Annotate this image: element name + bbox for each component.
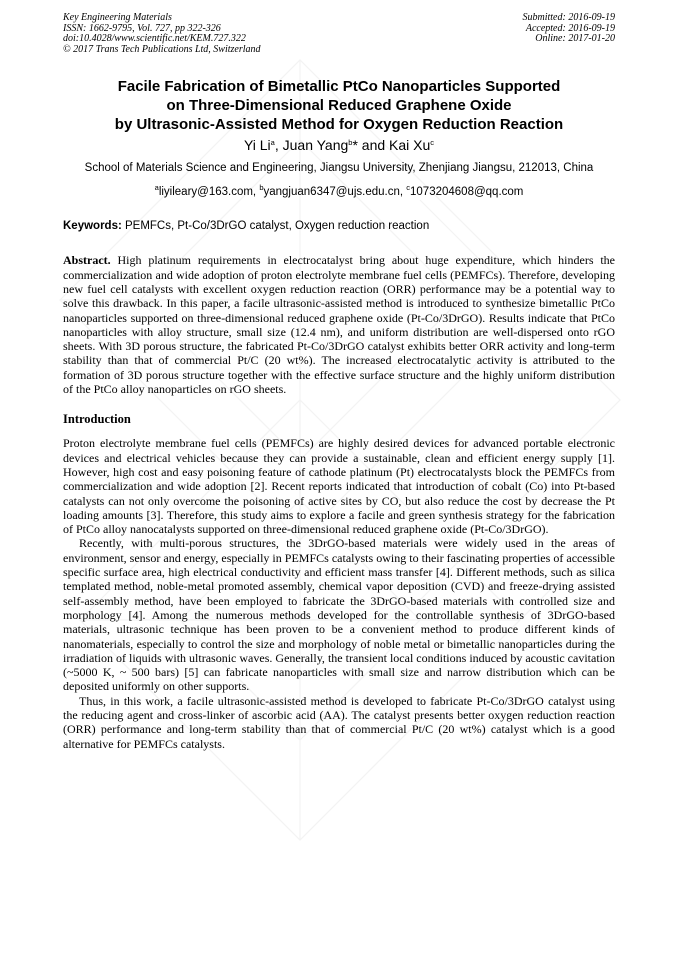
author-name: Kai Xu [389,137,431,154]
paper-title [63,77,615,134]
affiliation-marker: b [348,138,353,148]
author-emails [63,185,615,200]
submitted-date: Submitted: 2016-09-19 [522,12,615,23]
copyright-line: © 2017 Trans Tech Publications Ltd, Switzerland [63,43,261,55]
abstract-label: Abstract. [63,253,111,268]
email-marker: b [259,183,264,193]
email-marker: c [406,183,411,193]
issn-line: ISSN: 1662-9795, Vol. 727, pp 322-326 [63,22,221,34]
online-date: Online: 2017-01-20 [535,33,615,45]
abstract [63,253,615,396]
author-list [63,135,615,155]
title-line-2: on Three-Dimensional Reduced Graphene Oxide [166,97,512,115]
keywords-label: Keywords: [63,220,122,233]
email-address: 1073204608@qq.com [410,186,524,199]
header-metadata [63,13,615,55]
doi-line: doi:10.4028/www.scientific.net/KEM.727.322 [63,33,246,45]
intro-paragraph-2: Recently, with multi-porous structures, the 3DrGO-based materials were widely used in the areas of environment, sensor and energy, especially in PEMFCs catalysts owing to their fascinating properties of accessible specific surface area, high electrical conductivity and efficient mass transfer [4]. Different methods, such as silica templated method, noble-metal promoted assembly, chemical vapor deposition (CVD) and freeze-drying assisted self-assembly method, have been employed to fabricate the 3DrGO-based materials with controlled size and morphology [4]. Among the numerous methods developed for the controllable synthesis of 3DrGO-based materials, ultrasonic technique has been proven to be a convenient method to produce different kinds of nanomaterials, especially to control the size and morphology of noble metal or bimetallic nanoparticles during the irradiation of liquids with ultrasonic waves. Generally, the transient local conditions induced by acoustic cavitation (~5000 K, ~ 500 bars) [5] can fabricate nanoparticles with small size and narrow distribution which can be deposited uniformly on other supports. [63,536,615,694]
keywords [63,219,615,234]
accepted-date: Accepted: 2016-09-19 [525,22,615,34]
title-line-1: Facile Fabrication of Bimetallic PtCo Nanoparticles Supported [117,78,561,96]
journal-name: Key Engineering Materials [63,12,172,23]
author-separator: , [274,137,283,154]
affiliation-marker: c [430,138,435,148]
publication-info [63,13,261,55]
submission-dates [523,13,616,55]
corresponding-mark: * [352,137,358,154]
affiliation: School of Materials Science and Engineering, Jiangsu University, Zhenjiang Jiangsu, 212013, China [84,162,594,175]
author-name: Yi Li [243,137,271,154]
title-line-3: by Ultrasonic-Assisted Method for Oxygen Reduction Reaction [114,116,564,134]
intro-paragraph-1: Proton electrolyte membrane fuel cells (PEMFCs) are highly desired devices for advanced portable electronic devices and electrical vehicles because they can provide a sustainable, clean and efficient energy supply [1]. However, high cost and easy poisoning feature of cathode platinum (Pt) electrocatalysts block the PEMFCs from commercialization and wide adoption [2]. Recent reports indicated that introduction of cobalt (Co) into Pt-based catalysts can not only overcome the poisoning of active sites by CO, but also reduce the cost by decrease the Pt loading amounts [3]. Therefore, this study aims to explore a facile and green synthesis strategy for the fabrication of PtCo alloy nanocatalysts supported on three-dimensional reduced graphene oxide (Pt-Co/3DrGO). [63,436,615,537]
intro-paragraph-3: Thus, in this work, a facile ultrasonic-assisted method is developed to fabricate Pt-Co/3DrGO catalyst using the reducing agent and cross-linker of ascorbic acid (AA). The catalyst presents better oxygen reduction reaction (ORR) performance and long-term stability than that of commercial Pt/C (20 wt%) catalyst which is a good alternative for PEMFCs catalysts. [63,693,615,751]
affiliation-marker: a [270,138,275,148]
author-name: Juan Yang [282,137,349,154]
email-address: yangjuan6347@ujs.edu.cn, [263,186,407,199]
abstract-text: High platinum requirements in electrocatalyst bring about huge expenditure, which hinders the commercialization and wide adoption of proton electrolyte membrane fuel cells (PEMFCs). Therefore, developing new fuel cell catalysts with excellent oxygen reduction reaction (ORR) performance may be a potential way to solve this drawback. In this paper, a facile ultrasonic-assisted method is introduced to synthesize bimetallic PtCo nanoparticles supported on three-dimensional reduced graphene oxide (Pt-Co/3DrGO). Results indicate that PtCo nanoparticles with alloy structure, small size (12.4 nm), and uniform distribution are well-dispersed onto rGO sheets. With 3D porous structure, the fabricated Pt-Co/3DrGO catalyst exhibits better ORR activity and long-term stability than that of commercial Pt/C (20 wt%). The increased electrocatalytic activity is attributed to the formation of 3D porous structure together with the effective surface structure and the highly uniform distribution of the PtCo alloy nanoparticles on rGO sheets. [63,253,615,397]
email-marker: a [154,183,159,193]
paper-content [63,13,615,751]
email-address: liyileary@163.com, [158,186,260,199]
keywords-text: PEMFCs, Pt-Co/3DrGO catalyst, Oxygen reduction reaction [121,220,430,233]
introduction-heading: Introduction [63,412,131,427]
author-separator: and [357,137,390,154]
